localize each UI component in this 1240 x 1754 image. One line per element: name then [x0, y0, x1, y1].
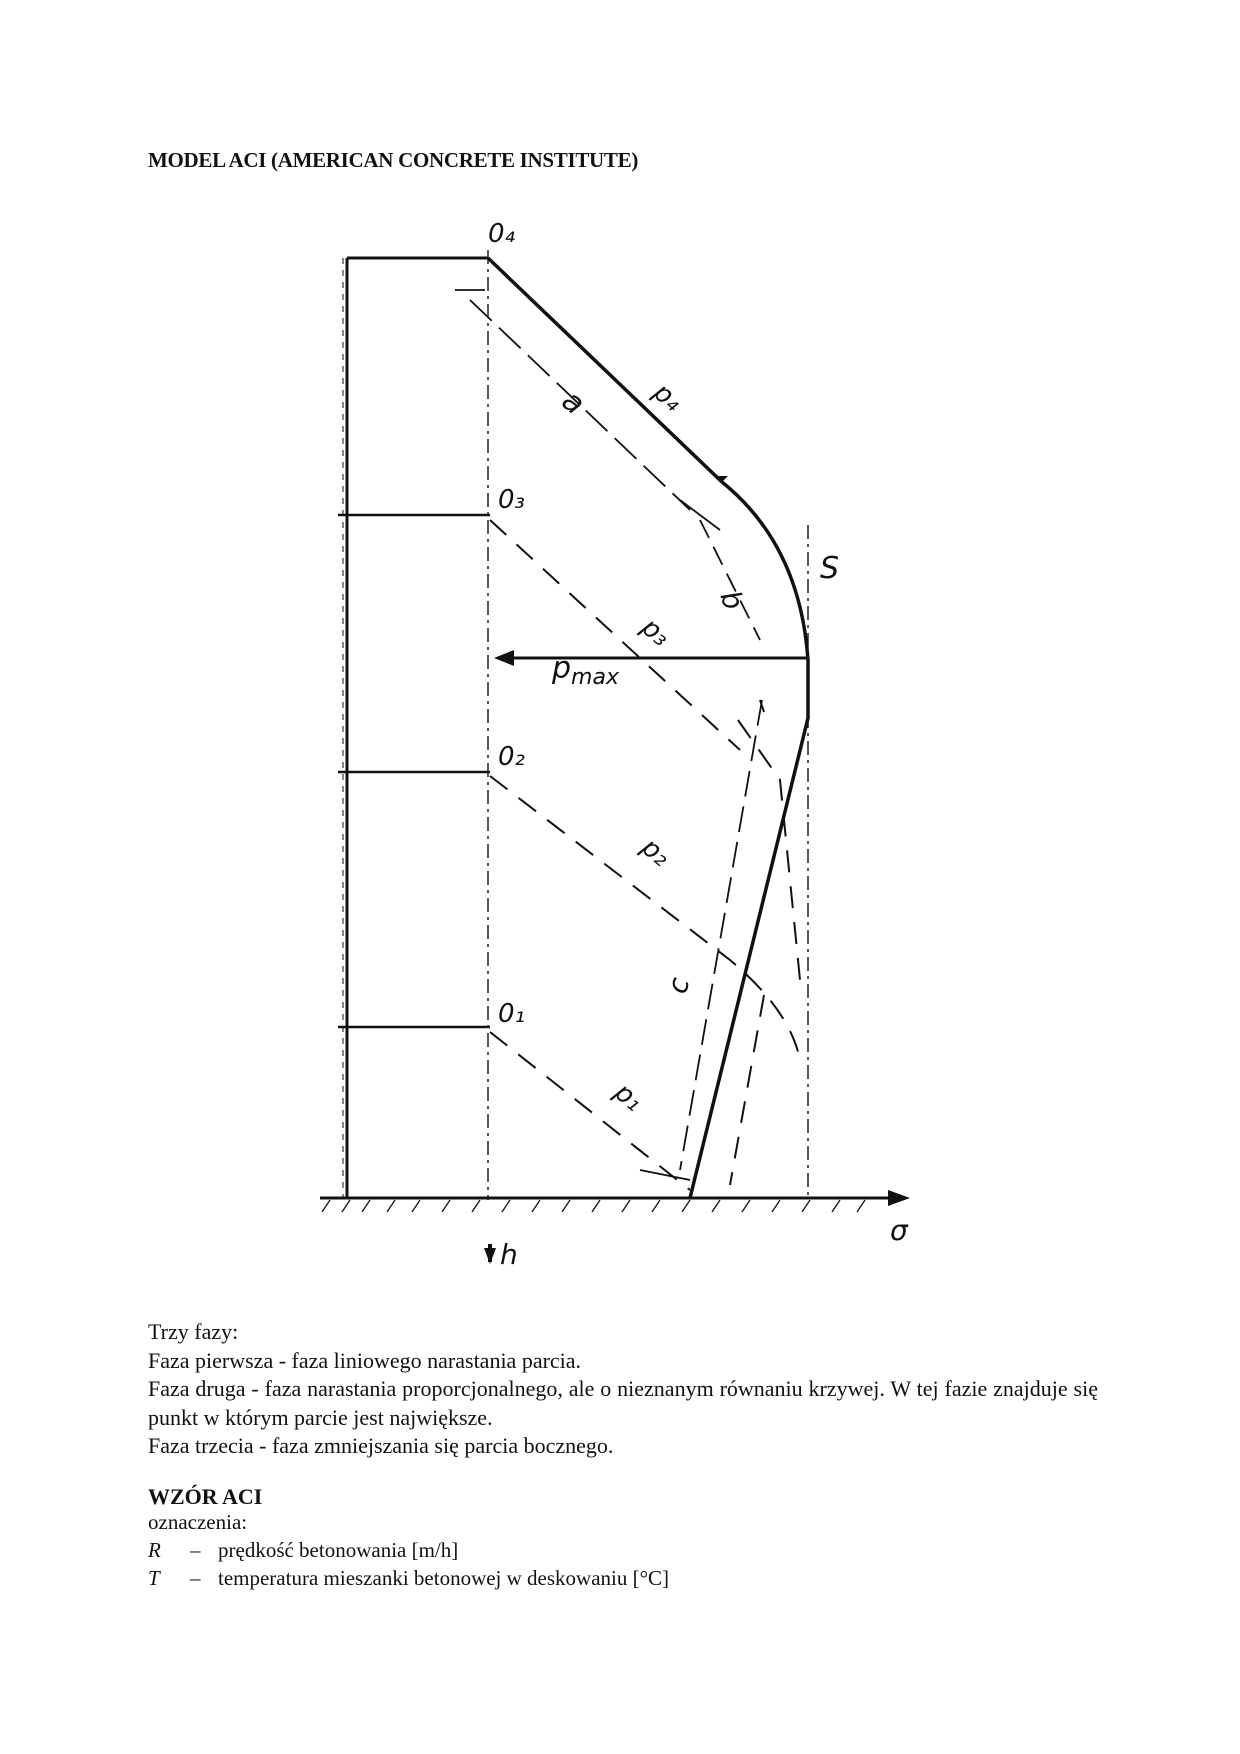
phases-description [148, 1318, 1098, 1461]
label-p4: p₄ [647, 377, 688, 418]
reference-lines [488, 250, 808, 1200]
h-axis-arrow [484, 1244, 496, 1264]
label-o3: 0₃ [498, 485, 525, 515]
label-p2: p₂ [635, 832, 676, 873]
definition-symbol: T [148, 1566, 160, 1590]
label-o4: 0₄ [488, 219, 515, 249]
label-s: S [820, 551, 840, 586]
aci-formula-title: WZÓR ACI [148, 1484, 263, 1509]
definition-text: prędkość betonowania [m/h] [218, 1538, 459, 1562]
label-a: a [554, 383, 592, 422]
pmax-sub: max [571, 665, 619, 690]
definition-text: temperatura mieszanki betonowej w deskowaniu [°C] [218, 1566, 670, 1590]
definition-t [148, 1566, 669, 1591]
pmax-arrow [494, 650, 808, 666]
label-b: b [713, 586, 751, 615]
definition-dash: – [190, 1538, 201, 1562]
label-c: c [660, 974, 697, 997]
label-o2: 0₂ [498, 742, 525, 772]
label-h: h [500, 1238, 518, 1271]
definition-r [148, 1538, 458, 1563]
formwork-wall [338, 258, 490, 1198]
dimension-lines [455, 290, 762, 1180]
phase-1: Faza pierwsza - faza liniowego narastania parcia. [148, 1347, 582, 1373]
definition-symbol: R [148, 1538, 161, 1562]
label-p3: p₃ [635, 612, 676, 653]
page-heading: MODEL ACI (AMERICAN CONCRETE INSTITUTE) [148, 148, 639, 172]
ground-axis [320, 1190, 910, 1212]
pmax-base: p [552, 651, 572, 686]
label-p1: p₁ [608, 1077, 649, 1118]
label-o1: 0₁ [498, 999, 525, 1029]
definition-dash: – [190, 1566, 201, 1590]
phases-intro: Trzy fazy: [148, 1319, 239, 1344]
label-sigma: σ [890, 1214, 908, 1247]
phase-2: Faza druga - faza narastania proporcjonalnego, ale o nieznanym równaniu krzywej. W tej fazie znajduje się punkt w którym parcie jest największe. [148, 1376, 1098, 1430]
phase-3: Faza trzecia - faza zmniejszania się parcia bocznego. [148, 1433, 614, 1458]
notation-label: oznaczenia: [148, 1510, 248, 1534]
